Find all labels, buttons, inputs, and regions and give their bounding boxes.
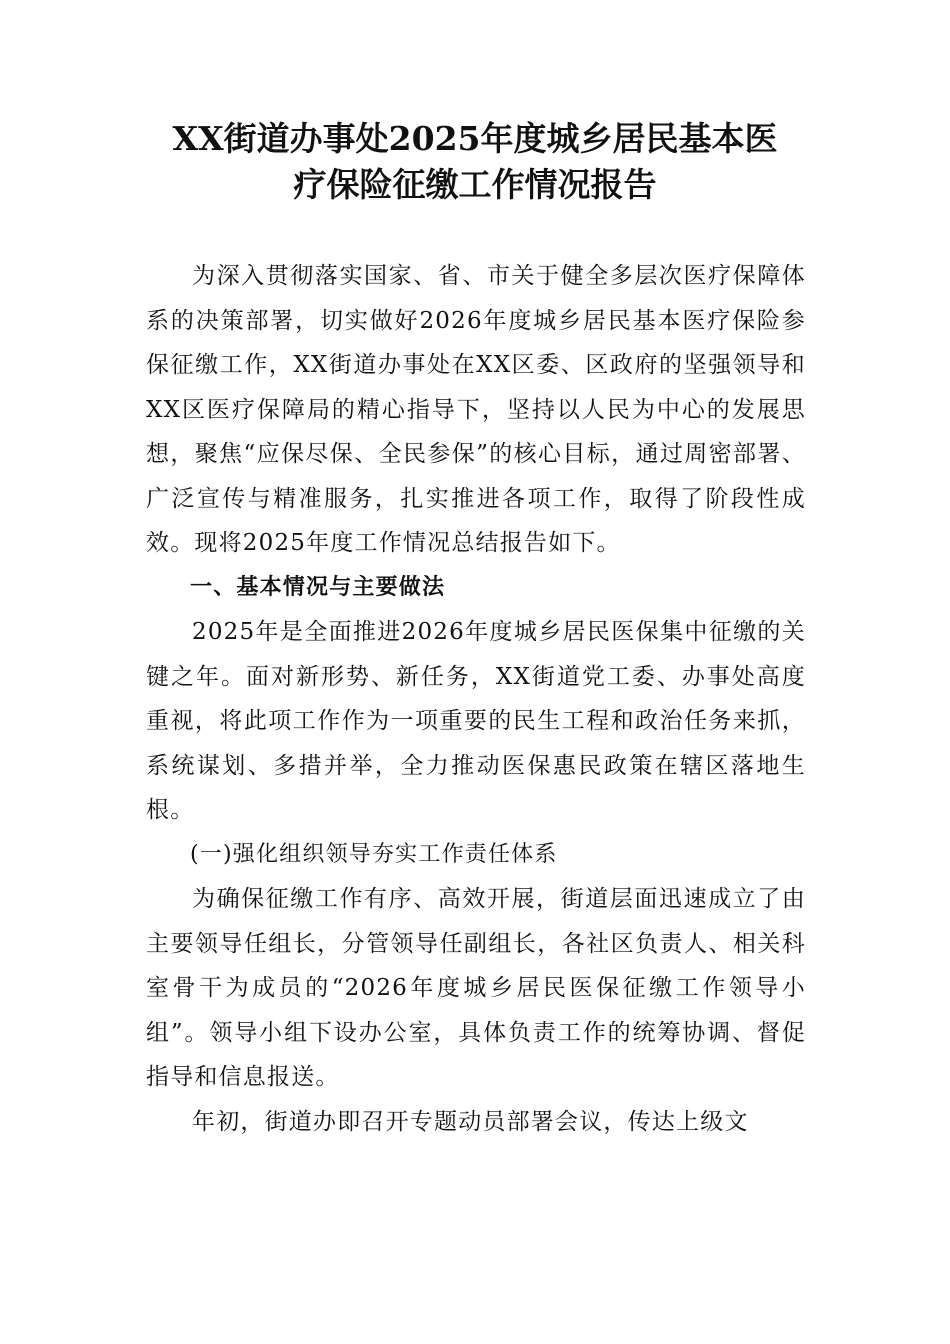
document-body	[146, 254, 806, 1144]
subsection-heading-1: (一)强化组织领导夯实工作责任体系	[190, 841, 558, 867]
title-line-2: 疗保险征缴工作情况报告	[293, 165, 657, 204]
paragraph-intro: 为深入贯彻落实国家、省、市关于健全多层次医疗保障体系的决策部署，切实做好2026年度城乡居民基本医疗保险参保征缴工作，XX街道办事处在XX区委、区政府的坚强领导和XX区医疗保障局的精心指导下，坚持以人民为中心的发展思想，聚焦“应保尽保、全民参保”的核心目标，通过周密部署、广泛宣传与精准服务，扎实推进各项工作，取得了阶段性成效。现将2025年度工作情况总结报告如下。	[146, 263, 806, 556]
paragraph-subsection-1: 为确保征缴工作有序、高效开展，街道层面迅速成立了由主要领导任组长，分管领导任副组长，各社区负责人、相关科室骨干为成员的“2026年度城乡居民医保征缴工作领导小组”。领导小组下设办公室，具体负责工作的统筹协调、督促指导和信息报送。	[146, 886, 806, 1090]
document-title	[140, 116, 810, 208]
title-line-1: XX街道办事处2025年度城乡居民基本医	[172, 119, 778, 158]
paragraph-continued: 年初，街道办即召开专题动员部署会议，传达上级文	[192, 1108, 749, 1135]
paragraph-section-1: 2025年是全面推进2026年度城乡居民医保集中征缴的关键之年。面对新形势、新任务，XX街道党工委、办事处高度重视，将此项工作作为一项重要的民生工程和政治任务来抓，系统谋划、多措并举，全力推动医保惠民政策在辖区落地生根。	[146, 619, 806, 823]
section-heading-1: 一、基本情况与主要做法	[190, 574, 446, 600]
